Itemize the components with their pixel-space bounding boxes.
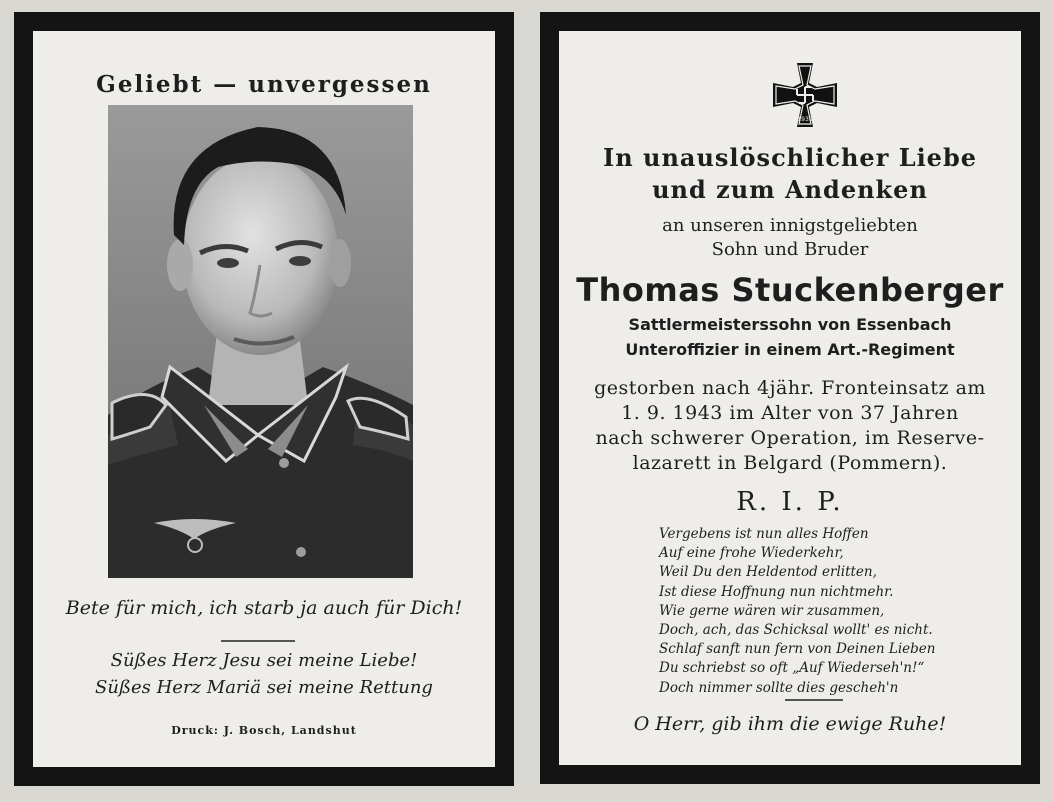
rip-text: R. I. P. xyxy=(736,487,844,517)
deceased-name: Thomas Stuckenberger xyxy=(576,271,1004,309)
intro-line-2: Sohn und Bruder xyxy=(711,239,869,260)
sacred-heart-mary-line: Süßes Herz Mariä sei meine Rettung xyxy=(95,677,433,698)
title-line-2: Unteroffizier in einem Art.-Regiment xyxy=(625,340,955,359)
heading-line-1: In unauslöschlicher Liebe xyxy=(602,143,978,172)
portrait-image xyxy=(108,105,413,578)
poem-line: Weil Du den Heldentod erlitten, xyxy=(659,564,877,581)
divider xyxy=(785,699,843,701)
emblem-year: 1939 xyxy=(797,116,813,123)
iron-cross-icon xyxy=(771,61,839,129)
poem-line: Doch nimmer sollte dies gescheh'n xyxy=(659,679,899,696)
poem-line: Ist diese Hoffnung nun nichtmehr. xyxy=(659,583,894,600)
obituary-line-4: lazarett in Belgard (Pommern). xyxy=(632,452,948,474)
divider xyxy=(221,640,295,642)
poem-line: Wie gerne wären wir zusammen, xyxy=(659,602,885,619)
poem xyxy=(659,525,935,698)
soldier-portrait-photo xyxy=(108,105,413,578)
printer-credit: Druck: J. Bosch, Landshut xyxy=(171,724,357,737)
poem-line: Vergebens ist nun alles Hoffen xyxy=(659,526,869,542)
obituary-line-2: 1. 9. 1943 im Alter von 37 Jahren xyxy=(621,402,959,424)
heading-line-2: und zum Andenken xyxy=(652,175,928,204)
poem-line: Auf eine frohe Wiederkehr, xyxy=(659,545,844,562)
right-card xyxy=(540,12,1040,784)
poem-line: Du schriebst so oft „Auf Wiederseh'n!“ xyxy=(659,660,925,677)
headline: Geliebt — unvergessen xyxy=(96,71,432,98)
intro-line-1: an unseren innigstgeliebten xyxy=(662,215,918,236)
left-card xyxy=(14,12,514,786)
poem-line: Doch, ach, das Schicksal wollt' es nicht. xyxy=(659,622,933,639)
closing-prayer: O Herr, gib ihm die ewige Ruhe! xyxy=(633,713,947,735)
obituary-line-3: nach schwerer Operation, im Reserve- xyxy=(595,427,985,449)
sacred-heart-jesus-line: Süßes Herz Jesu sei meine Liebe! xyxy=(110,650,418,671)
prayer-text: Bete für mich, ich starb ja auch für Dich! xyxy=(65,597,463,619)
obituary-line-1: gestorben nach 4jähr. Fronteinsatz am xyxy=(594,377,986,399)
poem-line: Schlaf sanft nun fern von Deinen Lieben xyxy=(659,641,936,658)
right-card-inner xyxy=(559,31,1021,765)
title-line-1: Sattlermeisterssohn von Essenbach xyxy=(628,315,952,334)
left-card-inner xyxy=(33,31,495,767)
